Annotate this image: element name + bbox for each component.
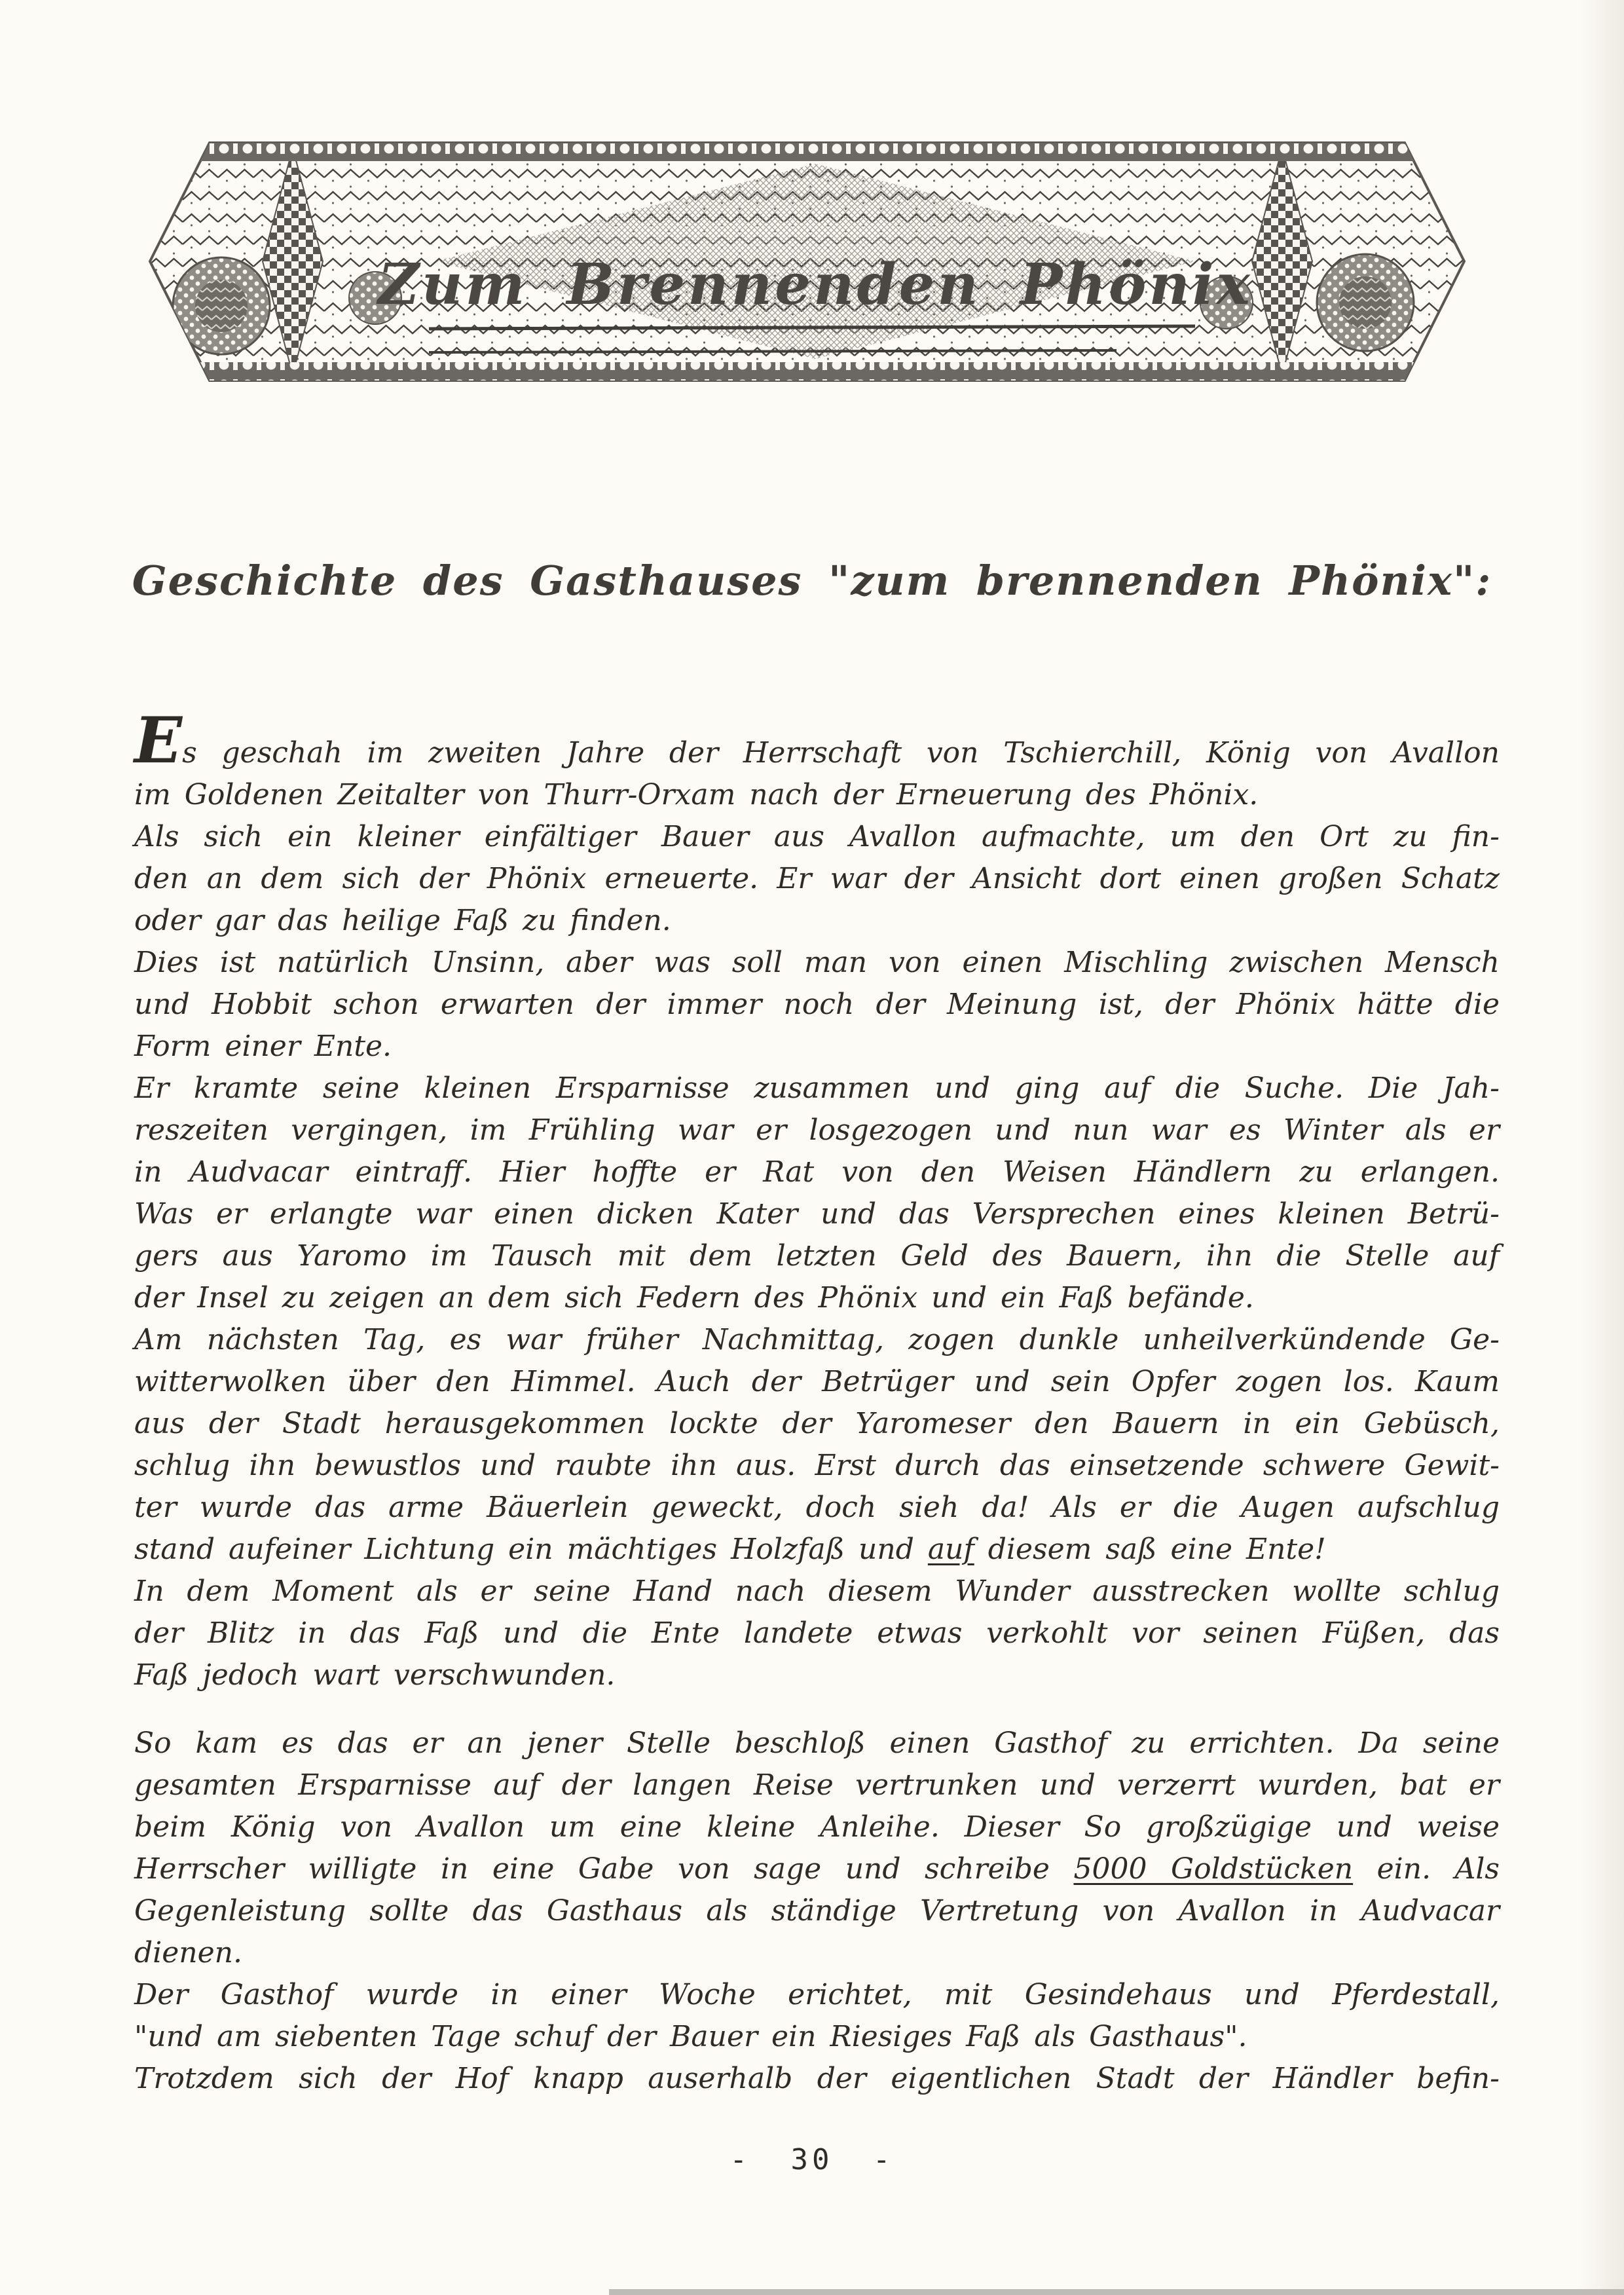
body-text [134, 703, 1500, 2100]
text-line [134, 1932, 1500, 1974]
text-segment: Er kramte seine kleinen Ersparnisse zusammen und ging auf die Suche. Die Jah- [134, 1072, 1500, 1105]
text-segment: s geschah im zweiten Jahre der Herrschaft von Tschierchill, König von Avallon [182, 736, 1500, 770]
text-line [134, 1361, 1500, 1403]
text-segment: So kam es das er an jener Stelle beschloß einen Gasthof zu errichten. Da seine [134, 1726, 1500, 1760]
text-segment: Dies ist natürlich Unsinn, aber was soll man von einen Mischling zwischen Mensch [134, 946, 1500, 979]
text-segment: ein. Als [1353, 1852, 1500, 1886]
text-line [134, 1848, 1500, 1890]
text-line [134, 1193, 1500, 1235]
text-line [134, 2016, 1500, 2058]
rosette-right-center [1339, 276, 1392, 329]
text-line [134, 1806, 1500, 1848]
text-line [134, 1026, 1500, 1068]
banner-border-bottom [147, 362, 1467, 382]
text-line [134, 1764, 1500, 1806]
page-number: - 30 - [729, 2143, 895, 2176]
text-segment: aus der Stadt herausgekommen lockte der Yaromeser den Bauern in ein Gebüsch, [134, 1407, 1500, 1440]
banner-border-top [147, 141, 1467, 161]
underlined-text: 5000 Goldstücken [1073, 1852, 1354, 1886]
text-segment: diesem saß eine Ente! [974, 1533, 1326, 1566]
text-segment: gers aus Yaromo im Tausch mit dem letzten Geld des Bauern, ihn die Stelle auf [134, 1239, 1500, 1273]
text-segment: Trotzdem sich der Hof knapp auserhalb der eigentlichen Stadt der Händler befin- [134, 2062, 1500, 2095]
text-line [134, 942, 1500, 984]
text-segment: beim König von Avallon um eine kleine Anleihe. Dieser So großzügige und weise [134, 1810, 1500, 1844]
rosette-left-center [195, 280, 248, 332]
text-segment: Als sich ein kleiner einfältiger Bauer aus Avallon aufmachte, um den Ort zu fin- [134, 820, 1500, 853]
text-segment: witterwolken über den Himmel. Auch der Betrüger und sein Opfer zogen los. Kaum [134, 1365, 1500, 1398]
text-segment: der Blitz in das Faß und die Ente landete etwas verkohlt vor seinen Füßen, das [134, 1616, 1500, 1650]
text-line [134, 1110, 1500, 1151]
text-line [134, 984, 1500, 1026]
text-line [134, 1235, 1500, 1277]
text-segment: ter wurde das arme Bäuerlein geweckt, doch sieh da! Als er die Augen aufschlug [134, 1491, 1500, 1524]
text-line [134, 858, 1500, 900]
text-line [134, 1068, 1500, 1110]
text-segment: im Goldenen Zeitalter von Thurr-Orxam nach der Erneuerung des Phönix. [134, 778, 1259, 812]
text-line [134, 1403, 1500, 1445]
tavern-banner [147, 139, 1467, 384]
text-line [134, 1277, 1500, 1319]
text-segment: dienen. [134, 1936, 242, 1969]
underlined-text: auf [927, 1533, 974, 1566]
text-segment: Faß jedoch wart verschwunden. [134, 1658, 616, 1692]
text-segment: stand aufeiner Lichtung ein mächtiges Holzfaß und [134, 1533, 928, 1566]
text-segment: Der Gasthof wurde in einer Woche erichtet, mit Gesindehaus und Pferdestall, [134, 1978, 1500, 2011]
page-title: Geschichte des Gasthauses "zum brennenden Phönix": [132, 557, 1492, 605]
text-line [134, 1571, 1500, 1613]
text-segment: in Audvacar eintraff. Hier hoffte er Rat von den Weisen Händlern zu erlangen. [134, 1155, 1500, 1189]
text-line [134, 1974, 1500, 2016]
banner-title: Zum Brennenden Phönix [378, 252, 1253, 318]
text-line [134, 1319, 1500, 1361]
text-line [134, 1529, 1500, 1571]
text-segment: schlug ihn bewustlos und raubte ihn aus. Erst durch das einsetzende schwere Gewit- [134, 1449, 1500, 1482]
scan-bottom-artifact [609, 2289, 1624, 2295]
text-segment: Am nächsten Tag, es war früher Nachmittag, zogen dunkle unheilverkündende Ge- [134, 1323, 1500, 1356]
text-segment: "und am siebenten Tage schuf der Bauer ein Riesiges Faß als Gasthaus". [134, 2020, 1247, 2053]
text-line [134, 1151, 1500, 1193]
text-line [134, 703, 1500, 777]
banner-graphic [147, 139, 1467, 384]
text-line [134, 816, 1500, 858]
text-segment: der Insel zu zeigen an dem sich Federn des Phönix und ein Faß befände. [134, 1281, 1254, 1315]
text-segment: gesamten Ersparnisse auf der langen Reise vertrunken und verzerrt wurden, bat er [134, 1768, 1500, 1802]
text-line [134, 1890, 1500, 1932]
drop-cap-initial: E [134, 703, 183, 777]
text-line [134, 2058, 1500, 2100]
text-segment: und Hobbit schon erwarten der immer noch der Meinung ist, der Phönix hätte die [134, 988, 1500, 1021]
text-segment: Was er erlangte war einen dicken Kater und das Versprechen eines kleinen Betrü- [134, 1197, 1500, 1231]
text-segment: Herrscher willigte in eine Gabe von sage und schreibe [134, 1852, 1074, 1886]
text-segment: den an dem sich der Phönix erneuerte. Er war der Ansicht dort einen großen Schatz [134, 862, 1500, 895]
text-line [134, 1445, 1500, 1487]
text-line [134, 900, 1500, 942]
text-line [134, 1487, 1500, 1529]
text-line [134, 774, 1500, 816]
text-segment: In dem Moment als er seine Hand nach diesem Wunder ausstrecken wollte schlug [134, 1575, 1500, 1608]
text-segment: reszeiten vergingen, im Frühling war er losgezogen und nun war es Winter als er [134, 1113, 1500, 1147]
text-line [134, 1723, 1500, 1764]
text-line [134, 1654, 1500, 1696]
text-line [134, 1613, 1500, 1654]
scan-edge-shadow [1578, 0, 1624, 2295]
text-segment: Gegenleistung sollte das Gasthaus als ständige Vertretung von Avallon in Audvacar [134, 1894, 1500, 1928]
text-segment: Form einer Ente. [134, 1030, 392, 1063]
text-segment: oder gar das heilige Faß zu finden. [134, 904, 671, 937]
